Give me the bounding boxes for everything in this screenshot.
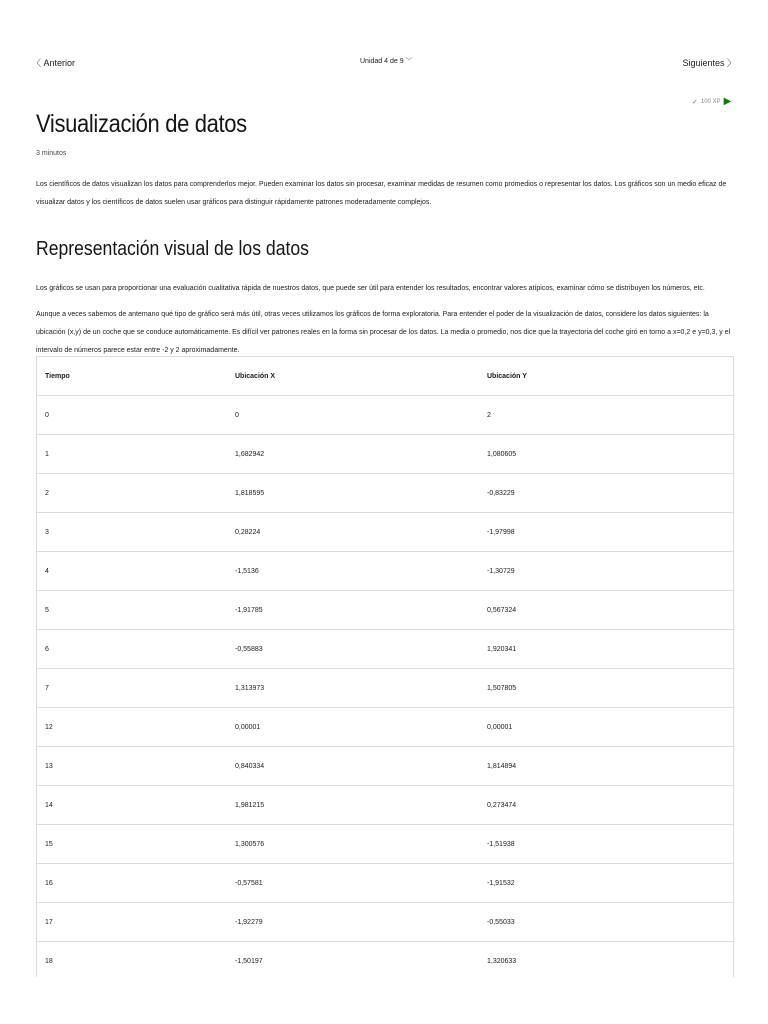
paragraph-2: Aunque a veces sabemos de antemano qué tipo de gráfico será más útil, otras veces utilizamos los gráficos de forma exploratoria. Para entender el poder de la visualización de datos, considere los datos siguientes: la ubicación (x,y) de un coche que se conduce automáticamente. Es difícil ver patrones reales en la forma sin procesar de los datos. La media o promedio, nos dice que la trayectoria del coche giró en torno a x=0,2 e y=0,3, y el intervalo de números parece estar entre -2 y 2 aproximadamente. (36, 311, 731, 354)
table-cell: -0,55033 (479, 903, 733, 942)
page-title: Visualización de datos (36, 110, 247, 138)
table-row (37, 825, 733, 864)
table-cell: 0,840334 (227, 747, 479, 786)
table-row (37, 591, 733, 630)
paragraph-1: Los gráficos se usan para proporcionar una evaluación cualitativa rápida de nuestros datos, que puede ser útil para entender los resultados, encontrar valores atípicos, examinar cómo se distribuyen los números, etc. (36, 285, 705, 292)
table-row (37, 513, 733, 552)
table-cell: 12 (37, 708, 227, 747)
table-cell: 7 (37, 669, 227, 708)
duration-label: 3 minutos (36, 150, 67, 157)
table-cell: -1,5136 (227, 552, 479, 591)
table-cell: 0 (227, 396, 479, 435)
table-cell: 1,682942 (227, 435, 479, 474)
intro-paragraph: Los científicos de datos visualizan los datos para comprenderlos mejor. Pueden examinar los datos sin procesar, examinar medidas de resumen como promedios o representar los datos. Los gráficos son un medio eficaz de visualizar datos y los científicos de datos suelen usar gráficos para distinguir rápidamente patrones moderadamente complejos. (36, 181, 727, 206)
table-cell: 2 (37, 474, 227, 513)
table-cell: 13 (37, 747, 227, 786)
table-cell: -0,55883 (227, 630, 479, 669)
chevron-down-icon: ﹀ (405, 58, 413, 65)
table-cell: 1,300576 (227, 825, 479, 864)
unit-label: Unidad 4 de 9 (360, 58, 404, 65)
table-cell: -1,30729 (479, 552, 733, 591)
table-row (37, 942, 733, 978)
header-tiempo: Tiempo (37, 357, 227, 396)
table-cell: 1,814894 (479, 747, 733, 786)
table-row (37, 747, 733, 786)
table-row (37, 708, 733, 747)
check-icon: ✓ (692, 98, 698, 106)
table-row (37, 435, 733, 474)
table-row (37, 552, 733, 591)
table-cell: 1,981215 (227, 786, 479, 825)
table-cell: 0,273474 (479, 786, 733, 825)
table-cell: -1,91785 (227, 591, 479, 630)
table-cell: 0 (37, 396, 227, 435)
table-cell: 5 (37, 591, 227, 630)
table-cell: 4 (37, 552, 227, 591)
table-cell: 3 (37, 513, 227, 552)
table-cell: 0,00001 (227, 708, 479, 747)
table-cell: -1,97998 (479, 513, 733, 552)
table-row (37, 903, 733, 942)
table-cell: 1,080605 (479, 435, 733, 474)
table-cell: 16 (37, 864, 227, 903)
section-title: Representación visual de los datos (36, 238, 309, 260)
table-row (37, 786, 733, 825)
table-cell: 15 (37, 825, 227, 864)
table-cell: 1,320633 (479, 942, 733, 978)
table-cell: 1,818595 (227, 474, 479, 513)
play-arrow-icon[interactable]: ▶ (723, 96, 732, 107)
table-cell: -1,92279 (227, 903, 479, 942)
table-cell: 1 (37, 435, 227, 474)
table-cell: 1,313973 (227, 669, 479, 708)
table-cell: 14 (37, 786, 227, 825)
table-cell: 18 (37, 942, 227, 978)
table-cell: 2 (479, 396, 733, 435)
table-cell: 0,00001 (479, 708, 733, 747)
table-cell: -1,51938 (479, 825, 733, 864)
table-cell: 1,507805 (479, 669, 733, 708)
table-cell: 17 (37, 903, 227, 942)
table-cell: -0,57581 (227, 864, 479, 903)
previous-link[interactable]: 〈 Anterior (32, 58, 76, 68)
data-table (36, 356, 734, 977)
table-cell: 0,567324 (479, 591, 733, 630)
table-row (37, 669, 733, 708)
table-cell: -1,50197 (227, 942, 479, 978)
xp-label: 100 XP (700, 98, 721, 105)
header-ubicacion-x: Ubicación X (227, 357, 479, 396)
xp-indicator (692, 96, 731, 107)
table-header-row (37, 357, 733, 396)
table-row (37, 396, 733, 435)
table-cell: 0,28224 (227, 513, 479, 552)
table-cell: 1,920341 (479, 630, 733, 669)
table-cell: -1,91532 (479, 864, 733, 903)
top-navigation (32, 56, 736, 72)
table-cell: -0,83229 (479, 474, 733, 513)
table-cell: 6 (37, 630, 227, 669)
table-row (37, 864, 733, 903)
table-row (37, 474, 733, 513)
unit-selector[interactable] (360, 56, 413, 66)
next-link[interactable]: Siguientes 〉 (682, 58, 736, 68)
header-ubicacion-y: Ubicación Y (479, 357, 733, 396)
table-row (37, 630, 733, 669)
